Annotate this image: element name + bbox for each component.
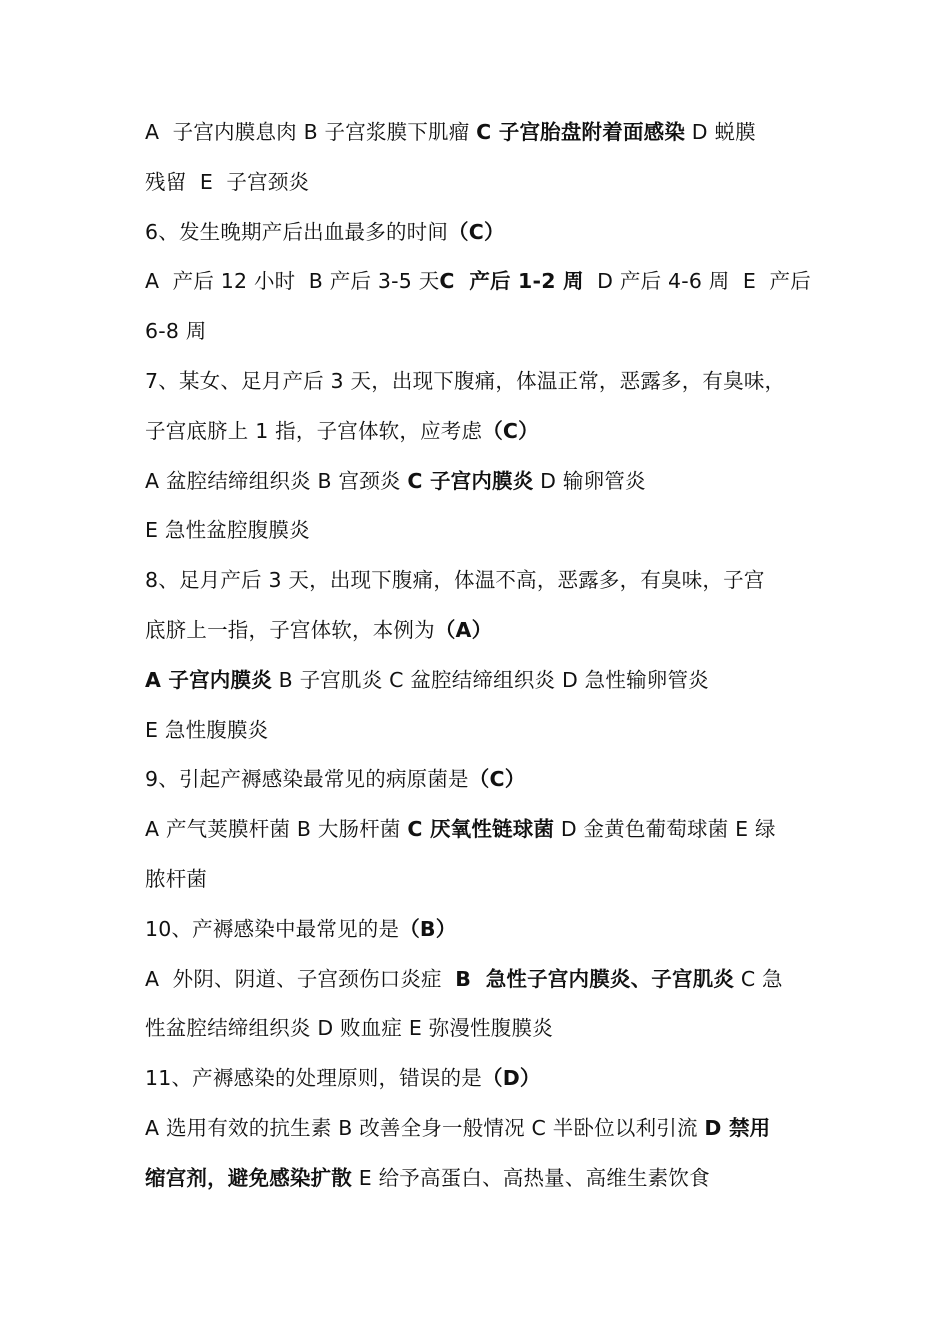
text-line bbox=[145, 208, 815, 258]
text-line bbox=[145, 1004, 815, 1054]
question-text: E 急性盆腔腹膜炎 bbox=[145, 518, 310, 543]
text-line bbox=[145, 506, 815, 556]
text-line bbox=[145, 307, 815, 357]
answer-text: C 子宫胎盘附着面感染 bbox=[476, 120, 686, 144]
answer-text: （B） bbox=[399, 916, 457, 941]
answer-text: （C） bbox=[468, 767, 526, 792]
question-text: 残留 E 子宫颈炎 bbox=[145, 169, 310, 194]
text-line bbox=[145, 357, 815, 407]
text-line bbox=[145, 1054, 815, 1104]
question-text: E 给予高蛋白、高热量、高维生素饮食 bbox=[352, 1165, 710, 1190]
question-text: 底脐上一指，子宫体软，本例为 bbox=[145, 617, 435, 642]
question-text: 11、产褥感染的处理原则，错误的是 bbox=[145, 1066, 482, 1091]
text-line bbox=[145, 755, 815, 805]
text-line bbox=[145, 1104, 815, 1154]
text-line bbox=[145, 1154, 815, 1204]
question-text: 9、引起产褥感染最常见的病原菌是 bbox=[145, 767, 469, 792]
text-line bbox=[145, 457, 815, 507]
question-text: 性盆腔结缔组织炎 D 败血症 E 弥漫性腹膜炎 bbox=[145, 1016, 553, 1041]
question-text: E 急性腹膜炎 bbox=[145, 717, 269, 742]
question-text: A 产气荚膜杆菌 B 大肠杆菌 bbox=[145, 817, 408, 842]
question-text: A 外阴、阴道、子宫颈伤口炎症 bbox=[145, 966, 456, 991]
question-text: 10、产褥感染中最常见的是 bbox=[145, 916, 400, 941]
answer-text: （A） bbox=[434, 617, 493, 642]
document-body bbox=[145, 108, 815, 1204]
question-text: A 子宫内膜息肉 B 子宫浆膜下肌瘤 bbox=[145, 120, 477, 144]
text-line bbox=[145, 855, 815, 905]
text-line bbox=[145, 955, 815, 1005]
text-line bbox=[145, 257, 815, 307]
answer-text: 缩宫剂，避免感染扩散 bbox=[145, 1165, 352, 1190]
answer-text: （C） bbox=[482, 418, 539, 443]
question-text: 脓杆菌 bbox=[145, 866, 208, 891]
question-text: D 蜕膜 bbox=[685, 120, 756, 144]
question-text: 6-8 周 bbox=[145, 319, 207, 344]
question-text: C 急 bbox=[734, 966, 783, 991]
question-text: B 子宫肌炎 C 盆腔结缔组织炎 D 急性输卵管炎 bbox=[271, 667, 709, 692]
question-text: 7、某女、足月产后 3 天，出现下腹痛，体温正常，恶露多，有臭味， bbox=[145, 368, 786, 393]
answer-text: B 急性子宫内膜炎、子宫肌炎 bbox=[455, 966, 735, 991]
answer-text: （C） bbox=[448, 219, 505, 244]
question-text: D 产后 4-6 周 E 产后 bbox=[583, 269, 811, 294]
question-text: 6、发生晚期产后出血最多的时间 bbox=[145, 219, 449, 244]
answer-text: C 厌氧性链球菌 bbox=[407, 817, 555, 842]
text-line bbox=[145, 805, 815, 855]
answer-text: （D） bbox=[482, 1066, 541, 1091]
answer-text: C 子宫内膜炎 bbox=[407, 468, 534, 493]
text-line bbox=[145, 706, 815, 756]
question-text: A 盆腔结缔组织炎 B 宫颈炎 bbox=[145, 468, 408, 493]
question-text: D 输卵管炎 bbox=[533, 468, 646, 493]
text-line bbox=[145, 656, 815, 706]
text-line bbox=[145, 158, 815, 208]
text-line bbox=[145, 407, 815, 457]
text-line bbox=[145, 556, 815, 606]
question-text: A 选用有效的抗生素 B 改善全身一般情况 C 半卧位以利引流 bbox=[145, 1115, 705, 1140]
question-text: 8、足月产后 3 天，出现下腹痛，体温不高，恶露多，有臭味，子宫 bbox=[145, 568, 765, 593]
question-text: 子宫底脐上 1 指，子宫体软，应考虑 bbox=[145, 418, 483, 443]
answer-text: D 禁用 bbox=[704, 1115, 771, 1140]
answer-text: A 子宫内膜炎 bbox=[145, 667, 272, 692]
text-line bbox=[145, 108, 815, 158]
question-text: A 产后 12 小时 B 产后 3-5 天 bbox=[145, 269, 440, 294]
text-line bbox=[145, 606, 815, 656]
answer-text: C 产后 1-2 周 bbox=[439, 269, 584, 294]
text-line bbox=[145, 905, 815, 955]
question-text: D 金黄色葡萄球菌 E 绿 bbox=[554, 817, 776, 842]
